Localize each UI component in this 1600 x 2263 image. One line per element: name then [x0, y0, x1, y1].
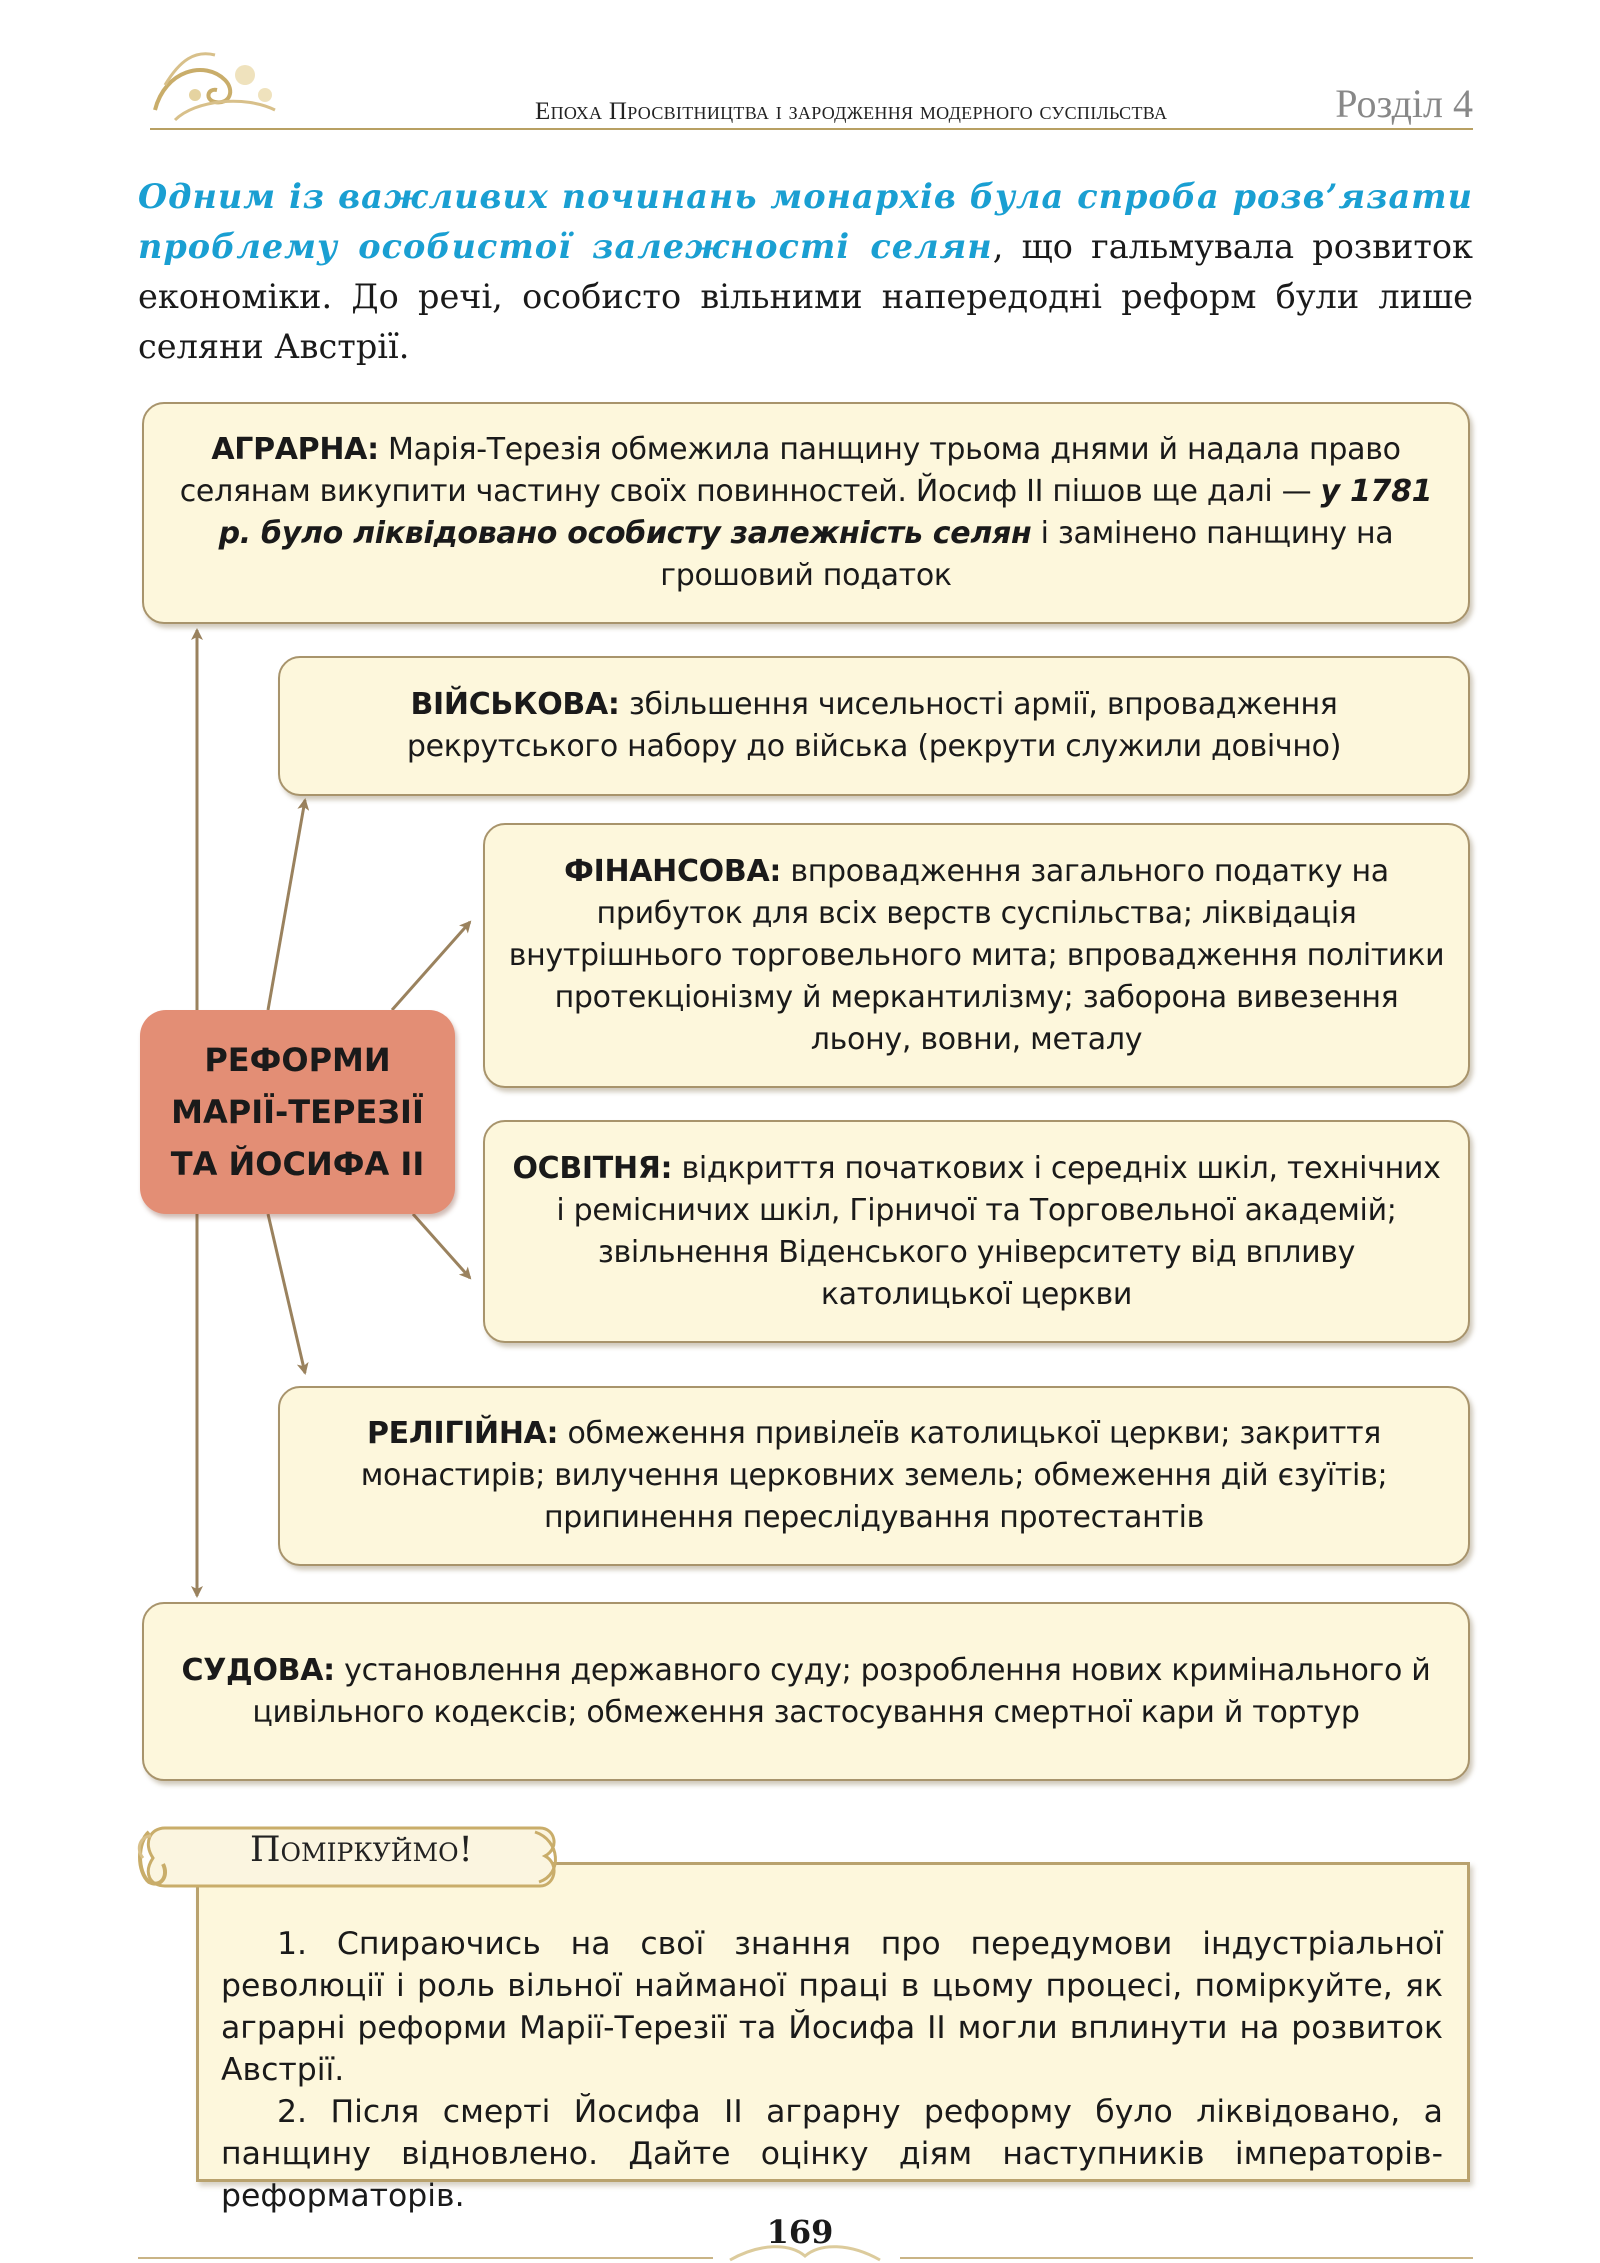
reforms-center-box — [140, 1010, 455, 1214]
think-title: Поміркуймо! — [250, 1830, 473, 1870]
reform-box-financial: ФІНАНСОВА: впровадження загального податку на прибуток для всіх верств суспільства; ліквідація внутрішнього торговельного мита; впровадження політики протекціонізму й меркантилізму; заборона вивезення льону, вовни, металу — [483, 823, 1470, 1088]
center-line: РЕФОРМИ — [204, 1041, 391, 1079]
reform-label: РЕЛІГІЙНА: — [366, 1416, 559, 1451]
header-divider — [150, 128, 1473, 130]
center-line: МАРІЇ-ТЕРЕЗІЇ — [171, 1093, 424, 1131]
section-label: Розділ 4 — [1335, 81, 1473, 126]
reform-box-agrarian: АГРАРНА: Марія-Терезія обмежила панщину трьома днями й надала право селянам викупити частину своїх повинностей. Йосиф ІІ пішов ще далі — у 1781 р. було ліквідовано особисту залежність селян і замінено панщину на грошовий податок — [142, 402, 1470, 624]
reform-label: ВІЙСЬКОВА: — [410, 687, 620, 722]
reform-box-religious: РЕЛІГІЙНА: обмеження привілеїв католицької церкви; закриття монастирів; вилучення церковних земель; обмеження дій єзуїтів; припинення переслідування протестантів — [278, 1386, 1470, 1566]
reform-label: ОСВІТНЯ: — [512, 1150, 673, 1186]
footer-divider-right — [900, 2257, 1473, 2259]
intro-paragraph — [138, 172, 1473, 372]
intro-highlight: Одним із важливих починань монархів була спроба розв’язати проблему особистої залежності селян — [138, 177, 1473, 266]
reform-box-judicial: СУДОВА: установлення державного суду; розроблення нових кримінального й цивільного кодексів; обмеження застосування смертної кари й тортур — [142, 1602, 1470, 1781]
reform-label: АГРАРНА: — [211, 432, 379, 467]
center-line: ТА ЙОСИФА ІІ — [170, 1145, 425, 1183]
question-2: 2. Після смерті Йосифа ІІ аграрну реформу було ліквідовано, а панщину відновлено. Дайте оцінку діям наступників імператорів-реформаторів. — [221, 2094, 1443, 2214]
reform-label: ФІНАНСОВА: — [564, 853, 782, 889]
corner-ornament-icon — [135, 40, 295, 130]
arrow-to-educational — [413, 1214, 470, 1278]
reform-emphasis: у 1781 р. було ліквідовано особисту залежність селян — [218, 474, 1433, 551]
arrow-to-financial — [392, 922, 470, 1010]
running-title: Епоха Просвітництва і зародження модерного суспільства — [535, 98, 1168, 125]
reform-box-military: ВІЙСЬКОВА: збільшення чисельності армії, впровадження рекрутського набору до війська (рекрути служили довічно) — [278, 656, 1470, 796]
think-questions-box — [196, 1862, 1470, 2214]
reform-label: СУДОВА: — [181, 1652, 335, 1688]
footer-divider-left — [138, 2257, 713, 2259]
intro-rest: , що гальмувала розвиток економіки. До речі, особисто вільними напередодні реформ були лише селяни Австрії. — [138, 227, 1473, 366]
page-number: 169 — [766, 2213, 834, 2251]
arrow-to-military — [268, 800, 305, 1010]
question-1: 1. Спираючись на свої знання про передумови індустріальної революції і роль вільної найманої праці в цьому процесі, поміркуйте, як аграрні реформи Марії-Терезії та Йосифа ІІ могли вплинути на розвиток Австрії. — [221, 1926, 1443, 2088]
arrow-to-religious — [268, 1214, 305, 1373]
reform-box-educational: ОСВІТНЯ: відкриття початкових і середніх шкіл, технічних і ремісничих шкіл, Гірничої та Торговельної академій; звільнення Віденського університету від впливу католицької церкви — [483, 1120, 1470, 1343]
